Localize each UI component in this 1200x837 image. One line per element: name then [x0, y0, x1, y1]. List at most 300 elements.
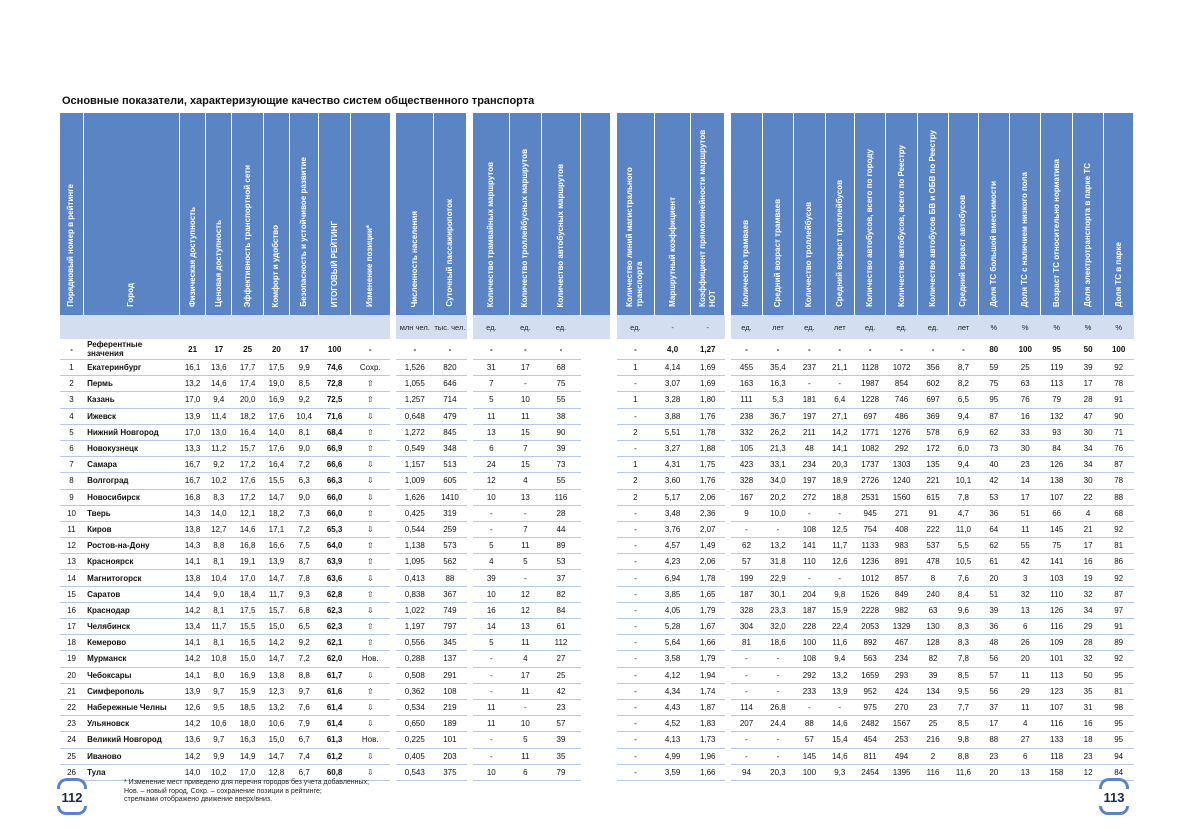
data-cell: 62,8: [319, 586, 350, 602]
data-cell: -: [617, 764, 655, 780]
data-cell: 5: [473, 635, 510, 651]
data-cell: 304: [731, 619, 762, 635]
data-cell: 100: [794, 635, 825, 651]
data-cell: 17,0: [180, 424, 206, 440]
data-cell: 17,6: [263, 408, 289, 424]
column-header: [433, 113, 467, 315]
data-cell: 75: [978, 376, 1009, 392]
data-cell: 602: [917, 376, 948, 392]
data-cell: 12: [510, 602, 541, 618]
data-cell: [581, 457, 610, 473]
data-cell: 10: [473, 489, 510, 505]
data-cell: 19,1: [232, 554, 263, 570]
data-cell: 16: [1072, 716, 1103, 732]
data-cell: 1012: [854, 570, 885, 586]
column-header-label: Количество трамвайных маршрутов: [486, 161, 496, 307]
table-row: [60, 360, 1134, 376]
rank-number-cell: 13: [60, 554, 83, 570]
data-cell: -: [762, 683, 793, 699]
city-cell: Казань: [83, 392, 179, 408]
data-cell: -: [794, 699, 825, 715]
data-cell: 73: [541, 457, 581, 473]
data-cell: 9,7: [206, 732, 232, 748]
data-cell: 63,9: [319, 554, 350, 570]
data-cell: 66,3: [319, 473, 350, 489]
data-cell: [581, 635, 610, 651]
data-cell: 9,0: [206, 586, 232, 602]
data-cell: -: [617, 667, 655, 683]
data-cell: 1303: [886, 457, 917, 473]
data-cell: 79: [541, 764, 581, 780]
data-cell: -: [617, 339, 655, 360]
data-cell: 68: [1104, 505, 1134, 521]
data-cell: 22,4: [825, 619, 854, 635]
table-title: Основные показатели, характеризующие качество систем общественного транспорта: [62, 95, 535, 107]
data-cell: 7,8: [290, 570, 319, 586]
data-cell: 61: [541, 619, 581, 635]
data-cell: 12,3: [263, 683, 289, 699]
data-cell: 48: [978, 635, 1009, 651]
data-cell: 375: [433, 764, 467, 780]
data-cell: 2531: [854, 489, 885, 505]
data-cell: 13,9: [263, 554, 289, 570]
data-cell: 110: [794, 554, 825, 570]
data-cell: 100: [319, 339, 350, 360]
data-cell: [581, 339, 610, 360]
data-cell: 5: [510, 554, 541, 570]
data-cell: 65,3: [319, 521, 350, 537]
data-cell: 23: [1010, 457, 1041, 473]
data-cell: 4,99: [654, 748, 691, 764]
data-cell: 11: [510, 683, 541, 699]
data-cell: 95: [1104, 732, 1134, 748]
data-cell: -: [762, 748, 793, 764]
data-cell: 16,7: [180, 457, 206, 473]
data-cell: 18: [1072, 732, 1103, 748]
data-cell: 10: [510, 716, 541, 732]
column-header-label: Город: [126, 283, 136, 307]
data-cell: 11: [1010, 667, 1041, 683]
data-cell: 5: [473, 392, 510, 408]
data-cell: 7,2: [290, 651, 319, 667]
data-cell: 7,3: [290, 505, 319, 521]
data-cell: -: [825, 699, 854, 715]
data-cell: 17: [1010, 489, 1041, 505]
data-cell: 2: [617, 473, 655, 489]
data-cell: 13,9: [180, 408, 206, 424]
data-cell: 22,9: [762, 570, 793, 586]
data-cell: 9,4: [825, 651, 854, 667]
data-cell: ⇧: [350, 538, 390, 554]
data-cell: 234: [794, 457, 825, 473]
column-header: [232, 113, 263, 315]
data-cell: 30: [1072, 473, 1103, 489]
column-header: [396, 113, 433, 315]
data-cell: 1395: [886, 764, 917, 780]
data-cell: 1567: [886, 716, 917, 732]
data-cell: 3,85: [654, 586, 691, 602]
header-row: [60, 113, 1134, 315]
data-cell: 1,67: [691, 619, 725, 635]
data-cell: 11: [473, 699, 510, 715]
unit-cell: -: [691, 315, 725, 339]
data-cell: 12,6: [180, 699, 206, 715]
data-cell: 0,425: [396, 505, 433, 521]
data-cell: -: [762, 732, 793, 748]
data-cell: 234: [886, 651, 917, 667]
data-cell: 1,69: [691, 376, 725, 392]
data-cell: 408: [886, 521, 917, 537]
rank-number-cell: 10: [60, 505, 83, 521]
data-cell: 5,17: [654, 489, 691, 505]
data-cell: ⇧: [350, 554, 390, 570]
data-cell: 8,1: [206, 635, 232, 651]
data-cell: 26,8: [762, 699, 793, 715]
data-cell: 20,3: [825, 457, 854, 473]
column-header-label: Доля электротранспорта в парке ТС: [1083, 163, 1093, 307]
data-cell: 25: [1010, 360, 1041, 376]
data-cell: -: [617, 651, 655, 667]
data-cell: 16,7: [180, 473, 206, 489]
data-cell: 181: [794, 392, 825, 408]
data-cell: 38: [541, 408, 581, 424]
data-cell: 32: [1010, 586, 1041, 602]
data-cell: 20: [978, 570, 1009, 586]
table-row: [60, 489, 1134, 505]
column-header: [319, 113, 350, 315]
data-cell: 103: [1041, 570, 1072, 586]
data-cell: 30: [1072, 424, 1103, 440]
data-cell: 17,5: [263, 360, 289, 376]
data-cell: 1: [617, 360, 655, 376]
data-cell: 132: [1041, 408, 1072, 424]
rank-number-cell: 15: [60, 586, 83, 602]
data-cell: 17,1: [263, 521, 289, 537]
data-cell: 1,76: [691, 408, 725, 424]
data-cell: -: [473, 732, 510, 748]
data-cell: 20: [1010, 651, 1041, 667]
data-cell: 75: [1041, 538, 1072, 554]
data-cell: 92: [1104, 521, 1134, 537]
data-cell: 1228: [854, 392, 885, 408]
column-header: [581, 113, 610, 315]
column-header: [1072, 113, 1103, 315]
data-cell: 13: [1010, 764, 1041, 780]
table-row: [60, 635, 1134, 651]
data-cell: ⇧: [350, 683, 390, 699]
data-cell: 749: [433, 602, 467, 618]
data-cell: 982: [886, 602, 917, 618]
table-row: [60, 619, 1134, 635]
data-cell: 216: [917, 732, 948, 748]
data-cell: 467: [886, 635, 917, 651]
data-cell: 16,6: [263, 538, 289, 554]
data-cell: 15,7: [263, 602, 289, 618]
data-cell: -: [825, 376, 854, 392]
data-cell: ⇧: [350, 424, 390, 440]
data-cell: 15,0: [232, 651, 263, 667]
data-cell: 11: [473, 716, 510, 732]
data-cell: 983: [886, 538, 917, 554]
data-cell: 15,9: [825, 602, 854, 618]
data-cell: 187: [731, 586, 762, 602]
table-row: [60, 424, 1134, 440]
city-cell: Симферополь: [83, 683, 179, 699]
data-cell: 56: [978, 683, 1009, 699]
data-cell: 8,4: [949, 586, 978, 602]
data-cell: 562: [433, 554, 467, 570]
table-row: [60, 651, 1134, 667]
data-cell: 74,6: [319, 360, 350, 376]
data-cell: 24,4: [762, 716, 793, 732]
data-cell: 7,9: [290, 716, 319, 732]
table-row: [60, 570, 1134, 586]
data-cell: 8,7: [290, 554, 319, 570]
city-cell: Мурманск: [83, 651, 179, 667]
data-cell: 39: [541, 732, 581, 748]
indicators-table: [60, 113, 1134, 781]
data-cell: 13,2: [762, 538, 793, 554]
data-cell: 615: [917, 489, 948, 505]
data-cell: 23,3: [762, 602, 793, 618]
data-cell: -: [825, 570, 854, 586]
data-cell: [581, 699, 610, 715]
data-cell: 11,4: [206, 408, 232, 424]
data-cell: 13,2: [825, 667, 854, 683]
data-cell: 204: [794, 586, 825, 602]
data-cell: 8,0: [206, 667, 232, 683]
data-cell: 39: [978, 602, 1009, 618]
rank-number-cell: 26: [60, 764, 83, 780]
data-cell: 6,5: [290, 619, 319, 635]
data-cell: 61,3: [319, 732, 350, 748]
data-cell: 163: [731, 376, 762, 392]
data-cell: 4,14: [654, 360, 691, 376]
data-cell: 10: [473, 764, 510, 780]
data-cell: 90: [1104, 408, 1134, 424]
data-cell: 71: [1104, 424, 1134, 440]
data-cell: 29: [1010, 683, 1041, 699]
data-cell: 8,1: [290, 424, 319, 440]
data-cell: 11,7: [206, 619, 232, 635]
data-cell: -: [617, 683, 655, 699]
data-cell: 3,58: [654, 651, 691, 667]
column-header-label: Количество троллейбусных маршрутов: [520, 148, 530, 307]
table-row: [60, 473, 1134, 489]
column-header: [263, 113, 289, 315]
rank-number-cell: 5: [60, 424, 83, 440]
city-cell: Саратов: [83, 586, 179, 602]
data-cell: 7: [510, 521, 541, 537]
data-cell: 1,94: [691, 667, 725, 683]
city-cell: Ульяновск: [83, 716, 179, 732]
data-cell: 59: [978, 360, 1009, 376]
column-header-label: Маршрутный коэффициент: [667, 197, 677, 307]
data-cell: 0,544: [396, 521, 433, 537]
data-cell: 62,3: [319, 619, 350, 635]
data-cell: 14,7: [263, 570, 289, 586]
data-cell: 2228: [854, 602, 885, 618]
data-cell: 39: [1072, 360, 1103, 376]
data-cell: -: [617, 376, 655, 392]
data-cell: 17,4: [232, 376, 263, 392]
data-cell: 0,225: [396, 732, 433, 748]
data-cell: 1,83: [691, 716, 725, 732]
city-cell: Магнитогорск: [83, 570, 179, 586]
data-cell: -: [617, 440, 655, 456]
column-header: [794, 113, 825, 315]
data-cell: 1,055: [396, 376, 433, 392]
data-cell: 240: [917, 586, 948, 602]
data-cell: 1,157: [396, 457, 433, 473]
data-cell: 6: [473, 440, 510, 456]
data-cell: 61,6: [319, 683, 350, 699]
data-cell: -: [762, 667, 793, 683]
data-cell: 62: [978, 424, 1009, 440]
data-cell: 18,2: [263, 505, 289, 521]
data-cell: 849: [886, 586, 917, 602]
data-cell: [581, 440, 610, 456]
data-cell: [581, 489, 610, 505]
data-cell: 14,2: [180, 716, 206, 732]
data-cell: -: [617, 732, 655, 748]
column-header-label: Суточный пассажиропоток: [444, 199, 454, 307]
reference-row: [60, 339, 1134, 360]
data-cell: -: [510, 570, 541, 586]
rank-number-cell: 11: [60, 521, 83, 537]
unit-cell: ед.: [731, 315, 762, 339]
data-cell: 13: [510, 489, 541, 505]
data-cell: 537: [917, 538, 948, 554]
data-cell: 1,49: [691, 538, 725, 554]
data-cell: -: [949, 339, 978, 360]
data-cell: 1: [617, 392, 655, 408]
column-header-label: Количество трамваев: [741, 220, 751, 307]
data-cell: 98: [1104, 699, 1134, 715]
data-cell: 18,6: [762, 635, 793, 651]
data-cell: ⇩: [350, 716, 390, 732]
data-cell: 9,3: [290, 586, 319, 602]
data-cell: 119: [1041, 360, 1072, 376]
data-cell: 21,1: [825, 360, 854, 376]
data-cell: -: [731, 683, 762, 699]
city-cell: Референтные значения: [83, 339, 179, 360]
data-cell: 90: [541, 424, 581, 440]
data-cell: 61,2: [319, 748, 350, 764]
data-cell: 7,8: [949, 651, 978, 667]
data-cell: 6,5: [949, 392, 978, 408]
data-cell: 94: [731, 764, 762, 780]
data-cell: 17: [290, 339, 319, 360]
data-cell: -: [794, 505, 825, 521]
data-cell: 9,6: [949, 602, 978, 618]
data-cell: 1,66: [691, 764, 725, 780]
data-cell: 16,4: [263, 457, 289, 473]
data-cell: 14,6: [825, 716, 854, 732]
data-cell: 455: [731, 360, 762, 376]
data-cell: 0,648: [396, 408, 433, 424]
table-row: [60, 699, 1134, 715]
column-header-label: Количество автобусов, всего по Реестру: [896, 144, 906, 307]
rank-number-cell: 9: [60, 489, 83, 505]
data-cell: 11,7: [263, 586, 289, 602]
data-cell: 16,8: [232, 538, 263, 554]
data-cell: 5,64: [654, 635, 691, 651]
data-cell: 62: [731, 538, 762, 554]
city-cell: Ростов-на-Дону: [83, 538, 179, 554]
column-header-label: Порядковый номер в рейтинге: [66, 184, 76, 307]
data-cell: -: [731, 748, 762, 764]
data-cell: 92: [1104, 570, 1134, 586]
column-header: [691, 113, 725, 315]
data-cell: 11,2: [206, 440, 232, 456]
data-cell: ⇩: [350, 667, 390, 683]
data-cell: -: [762, 339, 793, 360]
data-cell: 8,5: [290, 376, 319, 392]
data-cell: 135: [917, 457, 948, 473]
data-cell: -: [617, 716, 655, 732]
city-cell: Тверь: [83, 505, 179, 521]
data-cell: 30: [1010, 440, 1041, 456]
data-cell: 26,2: [762, 424, 793, 440]
data-cell: 12: [473, 473, 510, 489]
data-cell: 105: [731, 440, 762, 456]
data-cell: 73: [978, 440, 1009, 456]
data-cell: 107: [1041, 489, 1072, 505]
data-cell: 9,3: [825, 764, 854, 780]
unit-cell: ед.: [510, 315, 541, 339]
data-cell: 72,8: [319, 376, 350, 392]
unit-cell: лет: [949, 315, 978, 339]
data-cell: 219: [433, 699, 467, 715]
data-cell: 9,4: [949, 408, 978, 424]
data-cell: 1,526: [396, 360, 433, 376]
data-cell: 15,0: [263, 732, 289, 748]
table-row: [60, 683, 1134, 699]
data-cell: 48: [794, 440, 825, 456]
data-cell: 5: [510, 732, 541, 748]
column-header-label: Количество троллейбусов: [804, 201, 814, 307]
unit-cell: [290, 315, 319, 339]
column-header-label: Физическая доступность: [187, 206, 197, 307]
data-cell: 10,4: [206, 570, 232, 586]
rank-number-cell: 7: [60, 457, 83, 473]
column-header: [350, 113, 390, 315]
data-cell: -: [510, 505, 541, 521]
column-header: [978, 113, 1009, 315]
data-cell: 16: [1072, 554, 1103, 570]
data-cell: -: [396, 339, 433, 360]
data-cell: 14,0: [180, 764, 206, 780]
data-cell: [581, 716, 610, 732]
data-cell: -: [617, 408, 655, 424]
data-cell: [581, 521, 610, 537]
data-cell: 34: [1072, 602, 1103, 618]
page-number-left: [54, 778, 90, 815]
data-cell: 1,257: [396, 392, 433, 408]
data-cell: 6,3: [290, 473, 319, 489]
data-cell: 9,2: [290, 392, 319, 408]
data-cell: 17: [1072, 376, 1103, 392]
data-cell: 8,7: [949, 360, 978, 376]
data-cell: 64: [978, 521, 1009, 537]
data-cell: 17,6: [232, 473, 263, 489]
data-cell: 1,095: [396, 554, 433, 570]
data-cell: 10,0: [762, 505, 793, 521]
unit-cell: лет: [762, 315, 793, 339]
data-cell: 81: [731, 635, 762, 651]
data-cell: 8,3: [949, 635, 978, 651]
